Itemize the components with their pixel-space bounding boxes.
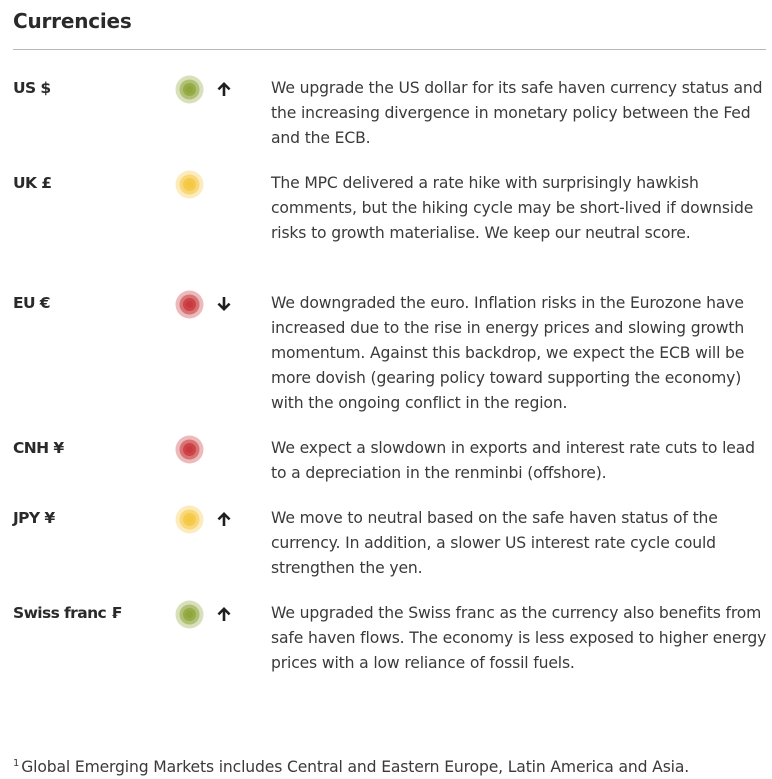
currency-label: Swiss franc ₣ [13, 604, 122, 622]
arrow-up-icon [215, 80, 233, 98]
arrow-up-icon [215, 605, 233, 623]
currency-label: UK £ [13, 174, 52, 192]
currency-comment: We upgrade the US dollar for its safe haven currency status and the increasing divergence in monetary policy between the Fed and the ECB. [271, 79, 763, 147]
rating-dot-icon [175, 600, 204, 629]
arrow-down-icon [215, 295, 233, 313]
currency-comment: We downgraded the euro. Inflation risks in the Eurozone have increased due to the rise in energy prices and slowing growth momentum. Against this backdrop, we expect the ECB will be more dovish (gearing policy toward supporting the economy) with the ongoing conflict in the region. [271, 294, 745, 412]
currency-comment: We expect a slowdown in exports and interest rate cuts to lead to a depreciation in the renminbi (offshore). [271, 439, 755, 482]
currency-label: JPY ¥ [13, 509, 55, 527]
footnote-marker: 1 [13, 758, 20, 769]
rating-dot-icon [175, 170, 204, 199]
currency-label: US $ [13, 79, 51, 97]
rating-dot-icon [175, 75, 204, 104]
arrow-up-icon [215, 510, 233, 528]
page-title: Currencies [13, 9, 132, 33]
footnote-text: Global Emerging Markets includes Central and Eastern Europe, Latin America and Asia. [21, 758, 690, 776]
title-divider [13, 49, 766, 50]
currency-comment: We move to neutral based on the safe haven status of the currency. In addition, a slower US interest rate cycle could strengthen the yen. [271, 509, 718, 577]
rating-dot-icon [175, 505, 204, 534]
footnote [13, 752, 689, 779]
currency-label: EU € [13, 294, 50, 312]
rating-dot-icon [175, 290, 204, 319]
currency-comment: The MPC delivered a rate hike with surprisingly hawkish comments, but the hiking cycle may be short-lived if downside risks to growth materialise. We keep our neutral score. [271, 174, 754, 242]
rating-dot-icon [175, 435, 204, 464]
currency-label: CNH ¥ [13, 439, 64, 457]
currency-comment: We upgraded the Swiss franc as the currency also benefits from safe haven flows. The economy is less exposed to higher energy prices with a low reliance of fossil fuels. [271, 604, 767, 672]
